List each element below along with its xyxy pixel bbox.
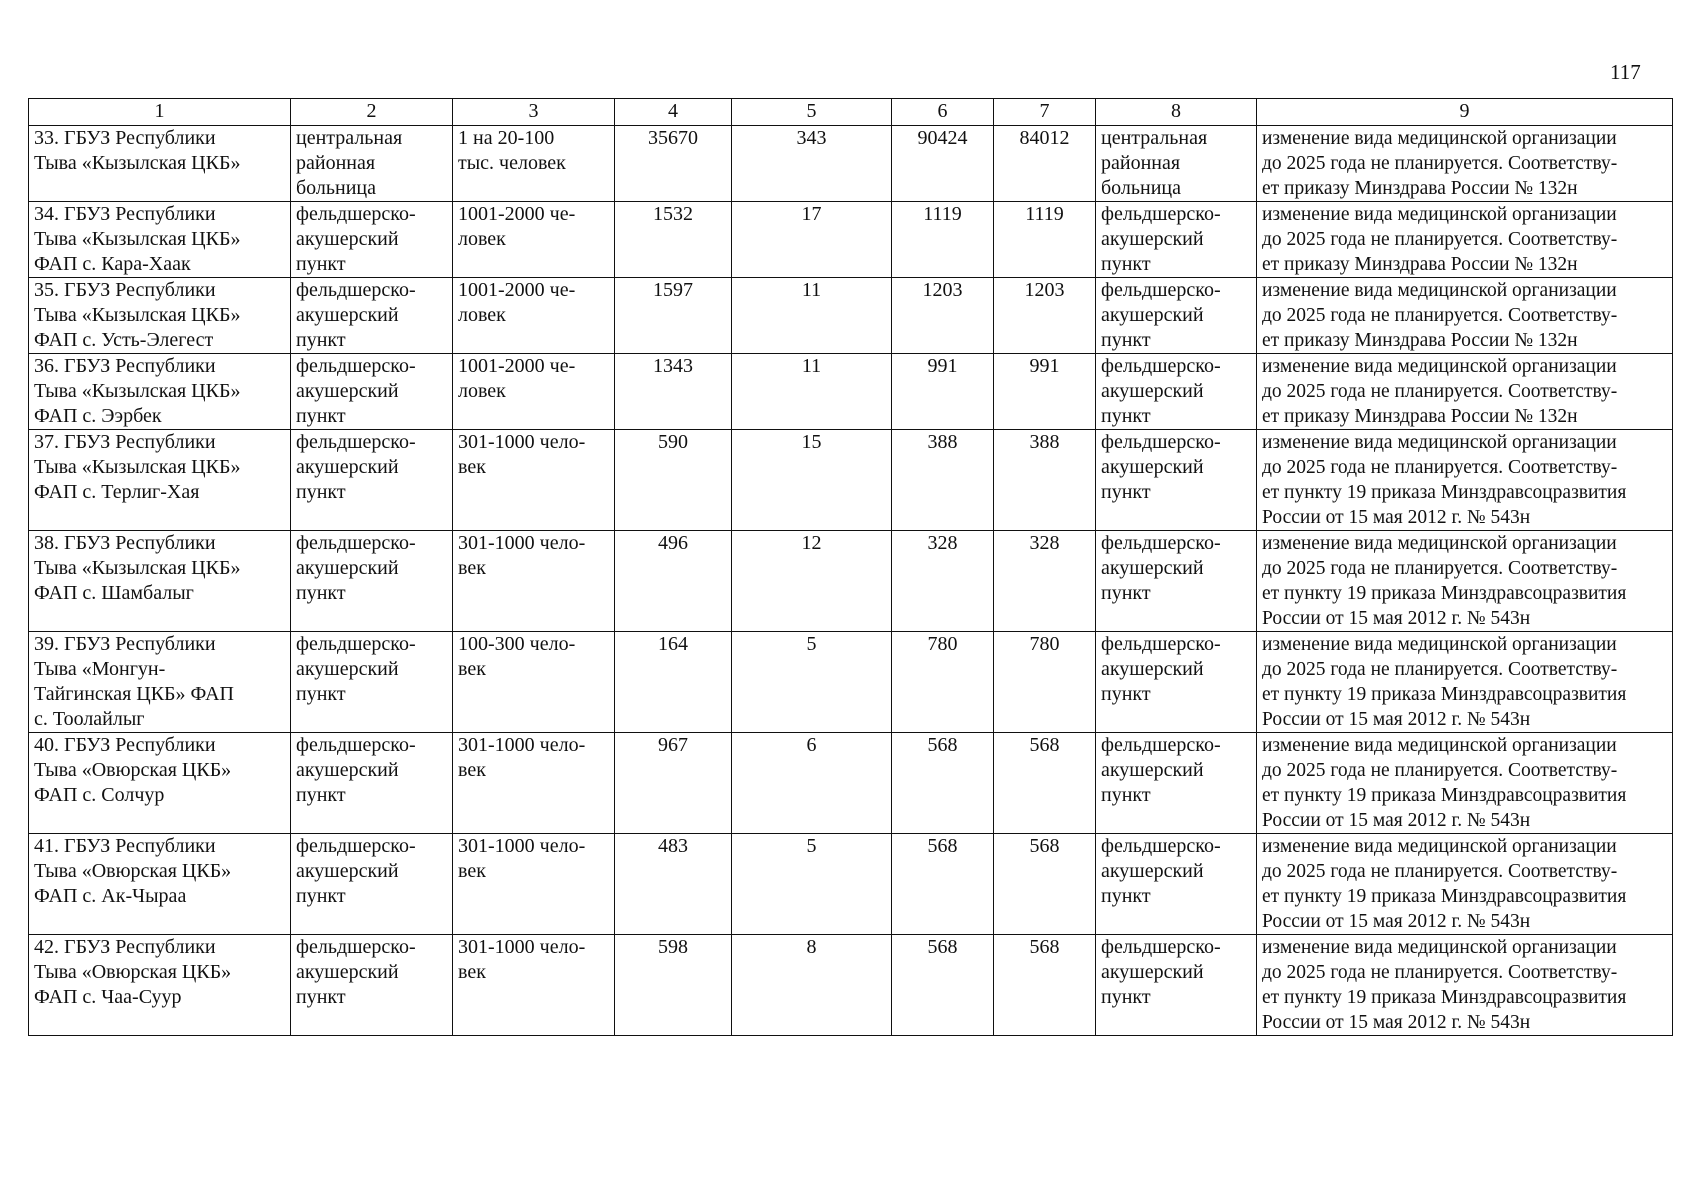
column-header-3: 3 — [453, 99, 615, 126]
cell-line: пункт — [1101, 986, 1151, 1008]
cell-line: изменение вида медицинской организации — [1262, 280, 1617, 301]
cell-c1 — [29, 354, 291, 430]
cell-c9 — [1257, 430, 1673, 531]
cell-line: 42. ГБУЗ Республики — [34, 936, 216, 958]
cell-c2 — [291, 278, 453, 354]
cell-c4: 1532 — [615, 202, 732, 278]
cell-line: 301-1000 чело- — [458, 936, 586, 958]
cell-line: ет приказу Минздрава России № 132н — [1262, 254, 1578, 275]
cell-line: ФАП с. Шамбалыг — [34, 582, 194, 604]
cell-line: пункт — [1101, 329, 1151, 351]
cell-line: 39. ГБУЗ Республики — [34, 633, 216, 655]
page-number: 117 — [1610, 60, 1641, 84]
cell-c7: 84012 — [994, 126, 1096, 202]
cell-line: до 2025 года не планируется. Соответству- — [1262, 962, 1618, 983]
cell-line: изменение вида медицинской организации — [1262, 356, 1617, 377]
cell-line: ет приказу Минздрава России № 132н — [1262, 406, 1578, 427]
cell-c7: 568 — [994, 935, 1096, 1036]
cell-line: ет приказу Минздрава России № 132н — [1262, 330, 1578, 351]
cell-c6: 568 — [892, 935, 994, 1036]
cell-c9 — [1257, 834, 1673, 935]
cell-c8 — [1096, 733, 1257, 834]
cell-line: 301-1000 чело- — [458, 835, 586, 857]
cell-line: России от 15 мая 2012 г. № 543н — [1262, 608, 1531, 629]
cell-line: ФАП с. Усть-Элегест — [34, 329, 214, 351]
cell-line: пункт — [1101, 885, 1151, 907]
cell-line: 37. ГБУЗ Республики — [34, 431, 216, 453]
cell-line: до 2025 года не планируется. Соответству- — [1262, 861, 1618, 882]
cell-line: фельдшерско- — [1101, 835, 1221, 857]
cell-c3 — [453, 834, 615, 935]
cell-c9 — [1257, 935, 1673, 1036]
cell-line: 1001-2000 че- — [458, 203, 576, 225]
cell-c8 — [1096, 126, 1257, 202]
cell-c3 — [453, 632, 615, 733]
cell-line: пункт — [296, 405, 346, 427]
cell-c2 — [291, 632, 453, 733]
cell-c8 — [1096, 354, 1257, 430]
cell-c9 — [1257, 278, 1673, 354]
cell-line: ет приказу Минздрава России № 132н — [1262, 178, 1578, 199]
cell-line: акушерский — [1101, 658, 1204, 680]
cell-c4: 164 — [615, 632, 732, 733]
cell-line: Тыва «Кызылская ЦКБ» — [34, 228, 241, 250]
cell-line: фельдшерско- — [1101, 633, 1221, 655]
cell-line: фельдшерско- — [1101, 936, 1221, 958]
cell-c2 — [291, 935, 453, 1036]
cell-line: акушерский — [1101, 304, 1204, 326]
cell-line: акушерский — [296, 380, 399, 402]
cell-line: 34. ГБУЗ Республики — [34, 203, 216, 225]
table-row — [29, 278, 1673, 354]
cell-line: акушерский — [1101, 380, 1204, 402]
cell-c6: 991 — [892, 354, 994, 430]
cell-line: 41. ГБУЗ Республики — [34, 835, 216, 857]
header-row — [29, 99, 1673, 126]
cell-line: Тыва «Овюрская ЦКБ» — [34, 961, 232, 983]
cell-line: Тыва «Монгун- — [34, 658, 166, 680]
cell-c6: 328 — [892, 531, 994, 632]
cell-line: до 2025 года не планируется. Соответству- — [1262, 153, 1618, 174]
cell-c3 — [453, 126, 615, 202]
cell-c5: 15 — [732, 430, 892, 531]
facilities-table — [28, 98, 1673, 1036]
cell-line: Тыва «Кызылская ЦКБ» — [34, 456, 241, 478]
cell-c4: 590 — [615, 430, 732, 531]
cell-line: тыс. человек — [458, 152, 566, 174]
cell-line: акушерский — [1101, 228, 1204, 250]
cell-c7: 328 — [994, 531, 1096, 632]
cell-c5: 5 — [732, 632, 892, 733]
cell-line: Тыва «Кызылская ЦКБ» — [34, 152, 241, 174]
cell-c2 — [291, 430, 453, 531]
cell-c3 — [453, 531, 615, 632]
cell-line: изменение вида медицинской организации — [1262, 634, 1617, 655]
cell-c1 — [29, 733, 291, 834]
cell-line: 301-1000 чело- — [458, 431, 586, 453]
cell-line: до 2025 года не планируется. Соответству- — [1262, 305, 1618, 326]
cell-line: с. Тоолайлыг — [34, 708, 145, 730]
cell-line: 301-1000 чело- — [458, 532, 586, 554]
cell-c2 — [291, 202, 453, 278]
cell-c8 — [1096, 202, 1257, 278]
cell-line: центральная — [1101, 127, 1208, 149]
cell-line: до 2025 года не планируется. Соответству- — [1262, 457, 1618, 478]
cell-c2 — [291, 354, 453, 430]
cell-line: центральная — [296, 127, 403, 149]
cell-line: акушерский — [1101, 961, 1204, 983]
cell-c2 — [291, 834, 453, 935]
cell-line: фельдшерско- — [296, 355, 416, 377]
cell-c4: 1597 — [615, 278, 732, 354]
cell-line: акушерский — [1101, 860, 1204, 882]
cell-c8 — [1096, 632, 1257, 733]
cell-c3 — [453, 278, 615, 354]
cell-line: акушерский — [296, 961, 399, 983]
cell-line: ловек — [458, 228, 506, 250]
column-header-8: 8 — [1096, 99, 1257, 126]
cell-line: акушерский — [296, 557, 399, 579]
cell-line: Тыва «Кызылская ЦКБ» — [34, 304, 241, 326]
cell-c9 — [1257, 632, 1673, 733]
cell-c3 — [453, 354, 615, 430]
cell-c5: 12 — [732, 531, 892, 632]
cell-line: ловек — [458, 380, 506, 402]
cell-c1 — [29, 430, 291, 531]
cell-c6: 780 — [892, 632, 994, 733]
cell-c7: 780 — [994, 632, 1096, 733]
column-header-2: 2 — [291, 99, 453, 126]
cell-c3 — [453, 935, 615, 1036]
cell-c7: 568 — [994, 834, 1096, 935]
cell-c4: 496 — [615, 531, 732, 632]
cell-line: до 2025 года не планируется. Соответству- — [1262, 381, 1618, 402]
cell-line: ет пункту 19 приказа Минздравсоцразвития — [1262, 987, 1627, 1008]
cell-line: ет пункту 19 приказа Минздравсоцразвития — [1262, 886, 1627, 907]
cell-line: России от 15 мая 2012 г. № 543н — [1262, 1012, 1531, 1033]
table-row — [29, 202, 1673, 278]
cell-c7: 568 — [994, 733, 1096, 834]
cell-line: пункт — [1101, 481, 1151, 503]
cell-c9 — [1257, 202, 1673, 278]
table-row — [29, 935, 1673, 1036]
cell-line: ФАП с. Ээрбек — [34, 405, 162, 427]
cell-line: ет пункту 19 приказа Минздравсоцразвития — [1262, 482, 1627, 503]
cell-c1 — [29, 126, 291, 202]
column-header-1: 1 — [29, 99, 291, 126]
cell-line: районная — [1101, 152, 1181, 174]
cell-line: век — [458, 557, 486, 579]
cell-line: акушерский — [296, 456, 399, 478]
cell-c6: 1203 — [892, 278, 994, 354]
cell-c3 — [453, 202, 615, 278]
cell-line: 36. ГБУЗ Республики — [34, 355, 216, 377]
table-row — [29, 531, 1673, 632]
cell-line: России от 15 мая 2012 г. № 543н — [1262, 810, 1531, 831]
cell-line: 35. ГБУЗ Республики — [34, 279, 216, 301]
cell-line: изменение вида медицинской организации — [1262, 128, 1617, 149]
cell-c8 — [1096, 834, 1257, 935]
cell-line: Тыва «Овюрская ЦКБ» — [34, 759, 232, 781]
cell-c9 — [1257, 354, 1673, 430]
table-row — [29, 126, 1673, 202]
column-header-9: 9 — [1257, 99, 1673, 126]
cell-line: ФАП с. Терлиг-Хая — [34, 481, 200, 503]
cell-line: пункт — [296, 986, 346, 1008]
cell-c5: 6 — [732, 733, 892, 834]
cell-line: изменение вида медицинской организации — [1262, 204, 1617, 225]
cell-line: акушерский — [296, 228, 399, 250]
cell-line: фельдшерско- — [296, 431, 416, 453]
column-header-7: 7 — [994, 99, 1096, 126]
cell-line: 1001-2000 че- — [458, 279, 576, 301]
cell-line: до 2025 года не планируется. Соответству- — [1262, 659, 1618, 680]
cell-line: пункт — [296, 329, 346, 351]
cell-line: пункт — [296, 481, 346, 503]
cell-c7: 1203 — [994, 278, 1096, 354]
cell-c9 — [1257, 531, 1673, 632]
cell-c4: 1343 — [615, 354, 732, 430]
cell-line: Тыва «Кызылская ЦКБ» — [34, 557, 241, 579]
cell-line: России от 15 мая 2012 г. № 543н — [1262, 911, 1531, 932]
cell-c6: 90424 — [892, 126, 994, 202]
cell-line: век — [458, 860, 486, 882]
cell-c1 — [29, 202, 291, 278]
cell-line: 40. ГБУЗ Республики — [34, 734, 216, 756]
table-row — [29, 834, 1673, 935]
cell-c1 — [29, 935, 291, 1036]
cell-line: фельдшерско- — [296, 835, 416, 857]
cell-c5: 8 — [732, 935, 892, 1036]
cell-line: районная — [296, 152, 376, 174]
cell-line: фельдшерско- — [296, 203, 416, 225]
cell-c4: 483 — [615, 834, 732, 935]
cell-line: акушерский — [296, 759, 399, 781]
cell-c5: 11 — [732, 354, 892, 430]
cell-line: пункт — [296, 253, 346, 275]
cell-line: век — [458, 658, 486, 680]
cell-c6: 388 — [892, 430, 994, 531]
cell-c1 — [29, 632, 291, 733]
cell-c8 — [1096, 531, 1257, 632]
cell-c1 — [29, 531, 291, 632]
cell-line: пункт — [1101, 683, 1151, 705]
cell-line: фельдшерско- — [296, 633, 416, 655]
cell-line: фельдшерско- — [296, 734, 416, 756]
cell-line: пункт — [296, 784, 346, 806]
column-header-4: 4 — [615, 99, 732, 126]
cell-line: акушерский — [296, 860, 399, 882]
cell-line: ет пункту 19 приказа Минздравсоцразвития — [1262, 583, 1627, 604]
cell-c2 — [291, 126, 453, 202]
cell-line: век — [458, 961, 486, 983]
table-row — [29, 733, 1673, 834]
cell-line: пункт — [1101, 405, 1151, 427]
cell-line: пункт — [296, 582, 346, 604]
table-body — [29, 126, 1673, 1036]
cell-c1 — [29, 278, 291, 354]
table-row — [29, 632, 1673, 733]
cell-line: фельдшерско- — [1101, 355, 1221, 377]
cell-line: пункт — [1101, 784, 1151, 806]
cell-c4: 967 — [615, 733, 732, 834]
cell-line: изменение вида медицинской организации — [1262, 533, 1617, 554]
cell-line: России от 15 мая 2012 г. № 543н — [1262, 507, 1531, 528]
cell-line: акушерский — [1101, 759, 1204, 781]
cell-line: изменение вида медицинской организации — [1262, 735, 1617, 756]
column-header-5: 5 — [732, 99, 892, 126]
cell-line: 33. ГБУЗ Республики — [34, 127, 216, 149]
cell-c8 — [1096, 278, 1257, 354]
cell-c9 — [1257, 733, 1673, 834]
cell-line: ФАП с. Чаа-Суур — [34, 986, 182, 1008]
cell-line: России от 15 мая 2012 г. № 543н — [1262, 709, 1531, 730]
cell-line: до 2025 года не планируется. Соответству- — [1262, 760, 1618, 781]
cell-line: Тайгинская ЦКБ» ФАП — [34, 683, 234, 705]
cell-line: акушерский — [296, 658, 399, 680]
cell-c9 — [1257, 126, 1673, 202]
cell-line: век — [458, 759, 486, 781]
cell-line: фельдшерско- — [1101, 532, 1221, 554]
cell-line: пункт — [296, 683, 346, 705]
cell-line: до 2025 года не планируется. Соответству- — [1262, 558, 1618, 579]
cell-line: фельдшерско- — [1101, 734, 1221, 756]
cell-c6: 568 — [892, 834, 994, 935]
cell-c2 — [291, 733, 453, 834]
cell-line: 301-1000 чело- — [458, 734, 586, 756]
cell-line: фельдшерско- — [1101, 203, 1221, 225]
cell-line: ловек — [458, 304, 506, 326]
cell-c3 — [453, 430, 615, 531]
cell-c6: 568 — [892, 733, 994, 834]
cell-line: пункт — [1101, 582, 1151, 604]
cell-line: акушерский — [296, 304, 399, 326]
cell-line: изменение вида медицинской организации — [1262, 836, 1617, 857]
cell-c5: 17 — [732, 202, 892, 278]
cell-line: фельдшерско- — [296, 532, 416, 554]
cell-line: ФАП с. Ак-Чыраа — [34, 885, 187, 907]
cell-c7: 388 — [994, 430, 1096, 531]
cell-line: 1001-2000 че- — [458, 355, 576, 377]
cell-c4: 35670 — [615, 126, 732, 202]
cell-c7: 991 — [994, 354, 1096, 430]
cell-c4: 598 — [615, 935, 732, 1036]
cell-c5: 5 — [732, 834, 892, 935]
cell-line: фельдшерско- — [1101, 279, 1221, 301]
cell-line: до 2025 года не планируется. Соответству- — [1262, 229, 1618, 250]
cell-c7: 1119 — [994, 202, 1096, 278]
cell-c8 — [1096, 430, 1257, 531]
cell-line: 100-300 чело- — [458, 633, 576, 655]
table-row — [29, 430, 1673, 531]
cell-c1 — [29, 834, 291, 935]
cell-line: ФАП с. Кара-Хаак — [34, 253, 191, 275]
cell-c2 — [291, 531, 453, 632]
cell-line: пункт — [1101, 253, 1151, 275]
cell-line: фельдшерско- — [1101, 431, 1221, 453]
cell-line: век — [458, 456, 486, 478]
cell-line: изменение вида медицинской организации — [1262, 937, 1617, 958]
cell-c8 — [1096, 935, 1257, 1036]
cell-line: ет пункту 19 приказа Минздравсоцразвития — [1262, 684, 1627, 705]
cell-line: ФАП с. Солчур — [34, 784, 165, 806]
cell-line: изменение вида медицинской организации — [1262, 432, 1617, 453]
cell-line: ет пункту 19 приказа Минздравсоцразвития — [1262, 785, 1627, 806]
cell-line: больница — [296, 177, 376, 199]
cell-line: фельдшерско- — [296, 279, 416, 301]
cell-c5: 343 — [732, 126, 892, 202]
column-header-6: 6 — [892, 99, 994, 126]
cell-c6: 1119 — [892, 202, 994, 278]
cell-line: Тыва «Овюрская ЦКБ» — [34, 860, 232, 882]
table-row — [29, 354, 1673, 430]
cell-line: 38. ГБУЗ Республики — [34, 532, 216, 554]
cell-line: пункт — [296, 885, 346, 907]
cell-line: больница — [1101, 177, 1181, 199]
cell-c3 — [453, 733, 615, 834]
cell-line: фельдшерско- — [296, 936, 416, 958]
cell-c5: 11 — [732, 278, 892, 354]
cell-line: акушерский — [1101, 456, 1204, 478]
cell-line: Тыва «Кызылская ЦКБ» — [34, 380, 241, 402]
cell-line: акушерский — [1101, 557, 1204, 579]
cell-line: 1 на 20-100 — [458, 127, 555, 149]
